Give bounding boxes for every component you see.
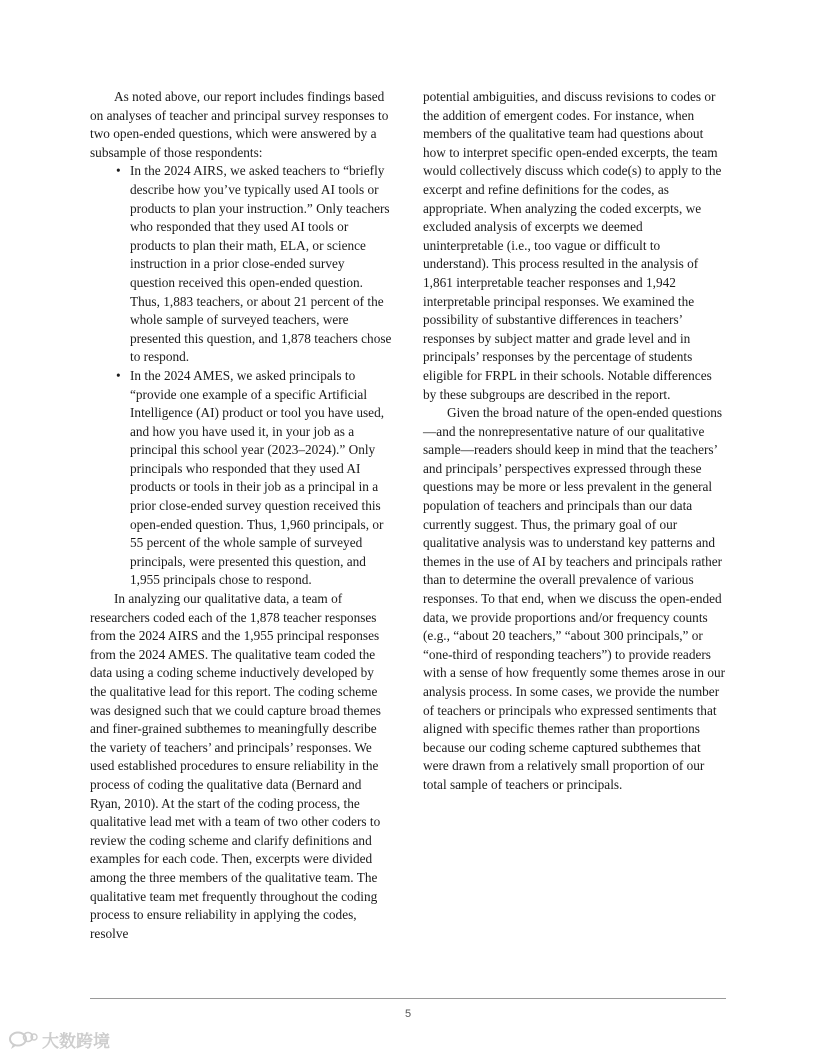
right-column: [423, 88, 726, 795]
analysis-paragraph: In analyzing our qualitative data, a team of researchers coded each of the 1,878 teacher responses from the 2024 AIRS and the 1,955 principal responses from the 2024 AMES. The qualitative team coded the data using a coding scheme inductively developed by the qualitative lead for this report. The coding scheme was designed such that we could capture broad themes and finer-grained subthemes to meaningfully describe the variety of teachers’ and principals’ responses. We used established procedures to ensure reliability in the process of coding the qualitative data (Bernard and Ryan, 2010). At the start of the coding process, the qualitative lead met with a team of two other coders to review the coding scheme and clarify definitions and examples for each code. Then, excerpts were divided among the three members of the qualitative team. The qualitative team met frequently throughout the coding process to ensure reliability in applying the codes, resolve: [90, 591, 381, 941]
watermark-text: 大数跨境: [42, 1032, 110, 1052]
continuation-paragraph: potential ambiguities, and discuss revisions to codes or the addition of emergent codes. For instance, when members of the qualitative team had questions about how to interpret specific open-ended excerpts, the team would collectively discuss which code(s) to apply to the excerpt and refine definitions for the codes, as appropriate. When analyzing the coded excerpts, we excluded analysis of excerpts we deemed uninterpretable (i.e., too vague or difficult to understand). This process resulted in the analysis of 1,861 interpretable teacher responses and 1,942 interpretable principal responses. We examined the possibility of substantive differences in teachers’ responses by subject matter and grade level and in principals’ responses by the percentage of students eligible for FRPL in their schools. Notable differences by these subgroups are described in the report.: [423, 89, 722, 402]
list-item: • In the 2024 AMES, we asked principals to “provide one example of a specific Artificial Intelligence (AI) product or tool you have used, and how you have used it, in your job as a principal this school year (2023–2024).” Only principals who responded that they used AI products or tools in their job as a principal in a prior close-ended survey question received this open-ended question. Thus, 1,960 principals, or 55 percent of the whole sample of surveyed principals, were presented this question, and 1,955 principals chose to respond.: [90, 367, 392, 590]
caveat-paragraph: Given the broad nature of the open-ended questions—and the nonrepresentative nature of our qualitative sample—readers should keep in mind that the teachers’ and principals’ perspectives expressed through these questions may be more or less prevalent in the general population of teachers and principals than our data currently suggest. Thus, the primary goal of our qualitative analysis was to understand key patterns and themes in the use of AI by teachers and principals rather than to determine the overall prevalence of various responses. To that end, when we discuss the open-ended data, we provide proportions and/or frequency counts (e.g., “about 20 teachers,” “about 300 principals,” or “one-third of responding teachers”) to provide readers with a sense of how frequently some themes arose in our analysis process. In some cases, we provide the number of teachers or principals who expressed sentiments that aligned with specific themes rather than proportions because our coding scheme captured subthemes that were drawn from a relatively small proportion of our total sample of teachers or principals.: [423, 405, 726, 792]
question-list: [90, 162, 392, 590]
intro-paragraph: As noted above, our report includes findings based on analyses of teacher and principal survey responses to two open-ended questions, which were answered by a subsample of those respondents:: [90, 89, 389, 160]
watermark: [8, 1027, 110, 1052]
chat-bubble-icon: [8, 1030, 38, 1050]
left-column: [90, 88, 392, 943]
footer-divider: [90, 998, 726, 999]
page-number: 5: [404, 1008, 412, 1020]
list-item: • In the 2024 AIRS, we asked teachers to “briefly describe how you’ve typically used AI tools or products to plan your instruction.” Only teachers who responded that they used AI tools or products to plan their math, ELA, or science instruction in a prior close-ended survey question received this open-ended question. Thus, 1,883 teachers, or about 21 percent of the whole sample of surveyed teachers, were presented this question, and 1,878 teachers chose to respond.: [90, 162, 392, 367]
